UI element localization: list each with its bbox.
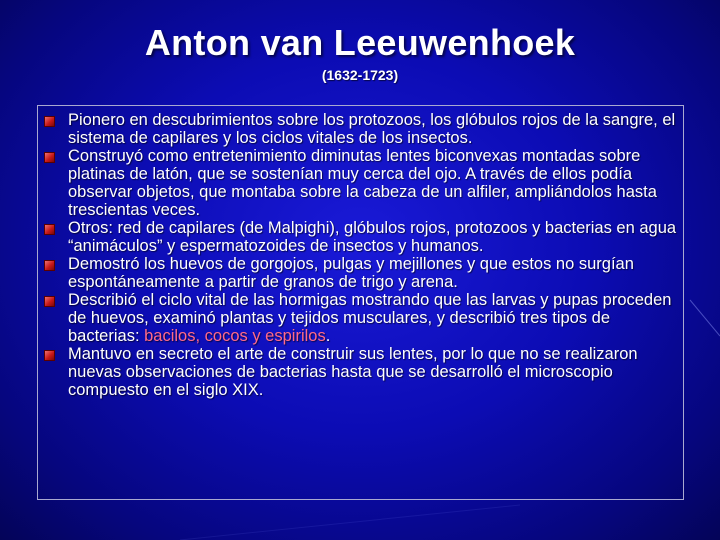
- slide-title: Anton van Leeuwenhoek: [144, 22, 576, 63]
- bullet-list: [68, 111, 680, 399]
- bacteria-types-highlight: bacilos, cocos y espirilos: [144, 327, 326, 345]
- bullet-text: Mantuvo en secreto el arte de construir sus lentes, por lo que no se realizaron nuevas observaciones de bacterias hasta que se desarrolló el microscopio compuesto en el siglo XIX.: [68, 345, 638, 399]
- bullet-item-3: [68, 219, 680, 255]
- bullet-square-icon: [44, 350, 55, 361]
- bullet-item-4: [68, 255, 680, 291]
- bullet-item-5: [68, 291, 680, 345]
- bullet-square-icon: [44, 296, 55, 307]
- content-box: [37, 105, 684, 500]
- bullet-text: Demostró los huevos de gorgojos, pulgas y mejillones y que estos no surgían espontáneamente a partir de granos de trigo y arena.: [68, 255, 634, 291]
- bullet-square-icon: [44, 260, 55, 271]
- bullet-item-6: [68, 345, 680, 399]
- bullet-square-icon: [44, 224, 55, 235]
- bullet-square-icon: [44, 116, 55, 127]
- bullet-text: Construyó como entretenimiento diminutas lentes biconvexas montadas sobre platinas de latón, que se sostenían muy cerca del ojo. A través de ellos podía observar objetos, que montaba sobre la cabeza de un alfiler, ampliándolos hasta trescientas veces.: [68, 147, 657, 219]
- bullet-item-1: [68, 111, 680, 147]
- bullet-text: Otros: red de capilares (de Malpighi), glóbulos rojos, protozoos y bacterias en agua “animáculos” y espermatozoides de insectos y humanos.: [68, 219, 677, 255]
- bullet-item-2: [68, 147, 680, 219]
- slide-subtitle: (1632-1723): [321, 67, 399, 83]
- bullet-square-icon: [44, 152, 55, 163]
- bullet-text-end: .: [325, 327, 331, 345]
- bullet-text-start: Describió el ciclo vital de las hormigas mostrando que las larvas y pupas proceden de huevos, examinó plantas y tejidos musculares, y describió tres tipos de bacterias:: [68, 291, 672, 345]
- bullet-text: Pionero en descubrimientos sobre los protozoos, los glóbulos rojos de la sangre, el sistema de capilares y los ciclos vitales de los insectos.: [68, 111, 676, 147]
